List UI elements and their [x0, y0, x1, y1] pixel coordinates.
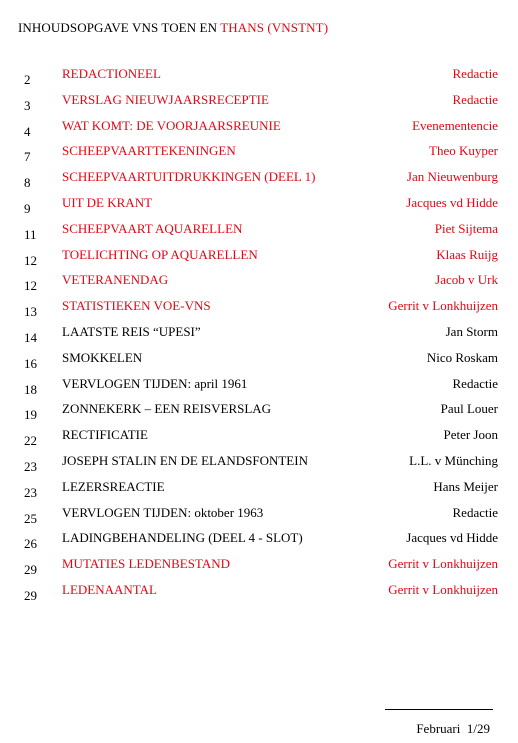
- toc-entry: [0, 169, 518, 193]
- toc-entry-author: Hans Meijer: [433, 478, 498, 494]
- toc-entry-author: Redactie: [452, 375, 498, 391]
- toc-entry: [0, 298, 518, 322]
- toc-entry-page: 29: [24, 562, 37, 578]
- toc-entry-page: 4: [24, 123, 31, 139]
- toc-entry-page: 23: [24, 459, 37, 474]
- toc-entry-title: VERVLOGEN TIJDEN: april 1961: [62, 375, 248, 391]
- toc-entry-author: Gerrit v Lonkhuijzen: [388, 556, 498, 572]
- toc-entry: [0, 324, 518, 348]
- toc-entry-title: REDACTIONEEL: [62, 66, 161, 81]
- toc-entry-title: STATISTIEKEN VOE-VNS: [62, 298, 211, 314]
- toc-entry-title: LADINGBEHANDELING (DEEL 4 - SLOT): [62, 530, 303, 546]
- toc-entry-title: JOSEPH STALIN EN DE ELANDSFONTEIN: [62, 453, 308, 468]
- toc-entry: [0, 92, 518, 116]
- toc-entry-title: SCHEEPVAARTUITDRUKKINGEN (DEEL 1): [62, 169, 316, 185]
- toc-entry-page: 25: [24, 510, 37, 526]
- toc-entry: [0, 453, 518, 477]
- toc-entry-author: Gerrit v Lonkhuijzen: [388, 298, 498, 314]
- toc-entry: [0, 479, 518, 503]
- toc-entry-title: LEZERSREACTIE: [62, 478, 165, 494]
- toc-entry-page: 9: [24, 201, 31, 216]
- toc-entry: [0, 350, 518, 374]
- toc-entry-author: Peter Joon: [443, 427, 498, 443]
- toc-entry: [0, 247, 518, 271]
- toc-entry-page: 29: [24, 588, 37, 603]
- footer-month: Februari: [416, 721, 461, 736]
- toc-entry-title: WAT KOMT: DE VOORJAARSREUNIE: [62, 117, 281, 133]
- toc-entry-page: 2: [24, 72, 31, 87]
- toc-entry-author: Klaas Ruijg: [436, 246, 498, 262]
- toc-entry-page: 12: [24, 252, 37, 268]
- toc-entry-author: Theo Kuyper: [429, 143, 498, 159]
- toc-entry-author: Redactie: [452, 91, 498, 107]
- toc-entry-title: VERVLOGEN TIJDEN: oktober 1963: [62, 504, 264, 520]
- toc-entry: [0, 505, 518, 529]
- toc-entry-title: LEDENAANTAL: [62, 582, 157, 597]
- toc-entry-author: Piet Sijtema: [434, 220, 498, 236]
- toc-entry-title: UIT DE KRANT: [62, 195, 153, 210]
- toc-entry: [0, 376, 518, 400]
- page-title-accent: THANS (VNSTNT): [220, 20, 329, 35]
- toc-entry-page: 22: [24, 433, 37, 449]
- toc-entry-title: MUTATIES LEDENBESTAND: [62, 556, 230, 572]
- toc-entry-page: 19: [24, 407, 37, 423]
- toc-entry-page: 16: [24, 355, 37, 371]
- toc-entry-page: 7: [24, 149, 31, 165]
- toc-entry: [0, 582, 518, 606]
- toc-entry-title: VETERANENDAG: [62, 272, 169, 288]
- toc-entry-title: TOELICHTING OP AQUARELLEN: [62, 246, 258, 262]
- toc-entry-page: 8: [24, 175, 31, 191]
- toc-entry-author: Jan Nieuwenburg: [406, 169, 498, 185]
- toc-entry: [0, 272, 518, 296]
- toc-entry: [0, 530, 518, 554]
- toc-entry: [0, 556, 518, 580]
- toc-entry-author: Jacques vd Hidde: [406, 195, 498, 210]
- toc-entry: [0, 66, 518, 90]
- toc-entry-title: SMOKKELEN: [62, 349, 143, 365]
- toc-entry-author: Jacob v Urk: [435, 272, 498, 288]
- toc-entry-title: LAATSTE REIS “UPESI”: [62, 324, 201, 339]
- toc-entry-page: 11: [24, 226, 37, 242]
- footer-page-number: 1/29: [466, 721, 490, 736]
- toc-entry-author: Redactie: [452, 66, 498, 81]
- page-title-main: INHOUDSOPGAVE VNS TOEN EN: [18, 20, 221, 35]
- toc-entry-page: 12: [24, 278, 37, 294]
- toc-entry-author: Gerrit v Lonkhuijzen: [388, 582, 498, 597]
- page-title: [18, 20, 328, 36]
- toc-entry-page: 13: [24, 304, 37, 320]
- toc-entry: [0, 195, 518, 219]
- toc-entry-page: 18: [24, 381, 37, 397]
- toc-entry: [0, 221, 518, 245]
- toc-entry-title: RECTIFICATIE: [62, 427, 148, 443]
- toc-entry-author: L.L. v Münching: [409, 453, 498, 468]
- toc-entry-author: Nico Roskam: [426, 349, 498, 365]
- toc-entry-title: SCHEEPVAARTTEKENINGEN: [62, 143, 236, 159]
- toc-entry: [0, 118, 518, 142]
- toc-entry-page: 3: [24, 97, 31, 113]
- toc-entry-title: SCHEEPVAART AQUARELLEN: [62, 220, 243, 236]
- toc-entry-author: Jan Storm: [445, 324, 498, 339]
- toc-entry: [0, 143, 518, 167]
- toc-entry-author: Redactie: [452, 504, 498, 520]
- toc-entry: [0, 401, 518, 425]
- toc-entry-page: 23: [24, 484, 37, 500]
- toc-entry-author: Evenementencie: [412, 117, 498, 133]
- toc-entry-author: Jacques vd Hidde: [406, 530, 498, 546]
- toc-entry-author: Paul Louer: [440, 401, 498, 417]
- toc-entry: [0, 427, 518, 451]
- toc-entry-title: ZONNEKERK – EEN REISVERSLAG: [62, 401, 272, 417]
- page-footer: [416, 721, 490, 737]
- footer-divider: [385, 709, 493, 710]
- toc-entry-title: VERSLAG NIEUWJAARSRECEPTIE: [62, 91, 269, 107]
- toc-entry-page: 14: [24, 330, 37, 345]
- toc-entry-page: 26: [24, 536, 37, 552]
